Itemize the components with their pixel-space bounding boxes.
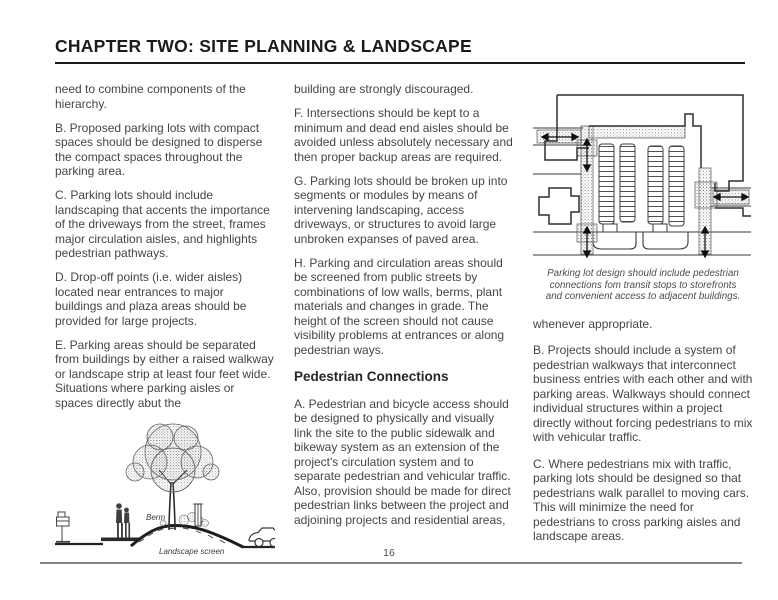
page-title: CHAPTER TWO: SITE PLANNING & LANDSCAPE: [55, 36, 472, 56]
landscape-screen-label: Landscape screen: [159, 546, 225, 556]
pedestrian-figures: [116, 503, 130, 537]
column-left: [55, 82, 274, 570]
paragraph: building are strongly discouraged.: [294, 82, 474, 96]
column-right: [533, 84, 753, 556]
paragraph: A. Pedestrian and bicycle access should be designed to physically and visually link the site to the public sidewalk and bikeway system as an extension of the project's circulation system and to separate pedestrian and vehicular traffic. Also, provision should be made for direct pedestrian links between the project and adjoining projects and residential areas,: [294, 396, 511, 527]
paragraph: need to combine components of the hierarchy.: [55, 82, 246, 111]
paragraph: C. Parking lots should include landscaping that accents the importance of the driveways from the street, frames major circulation aisles, and highlights pedestrian pathways.: [55, 188, 270, 260]
paragraph: F. Intersections should be kept to a minimum and dead end aisles should be avoided unless absolutely necessary and then proper backup areas are required.: [294, 106, 513, 164]
tree-canopy: [126, 424, 219, 492]
paragraph: D. Drop-off points (i.e. wider aisles) located near entrances to major buildings and plaza areas should be provided for large projects.: [55, 270, 247, 328]
paragraph: B. Projects should include a system of pedestrian walkways that interconnect business entries with each other and with parking areas. Walkways should connect individual structures within a project directly without forcing pedestrians to mix with vehicular traffic.: [533, 343, 753, 445]
building-outlines: [539, 95, 751, 224]
parking-plan-caption: Parking lot design should include pedestrian connections fom transit stops to storefronts and convenient access to adjacent buildings.: [545, 268, 741, 303]
berm-label: Berm: [146, 512, 166, 522]
car: [249, 528, 275, 547]
parking-plan-figure: [533, 84, 753, 303]
paragraph: E. Parking areas should be separated from buildings by either a raised walkway or landscape strip at least four feet wide. Situations where parking aisles or spaces directly abut the: [55, 337, 274, 410]
page-number: 16: [383, 547, 395, 559]
sign-kiosk: [56, 512, 70, 542]
title-rule: [55, 62, 745, 64]
parking-stall-rows: [599, 144, 684, 226]
paragraph: whenever appropriate.: [533, 316, 653, 331]
bottom-rule: [40, 562, 742, 564]
street-lines: [533, 232, 751, 255]
paragraph: G. Parking lots should be broken up into segments or modules by means of intervening landscaping, access driveways, or structures to avoid large unbroken expanses of paved area.: [294, 173, 508, 246]
paragraph: B. Proposed parking lots with compact spaces should be designed to disperse the compact spaces throughout the parking area.: [55, 120, 263, 178]
paragraph: H. Parking and circulation areas should be screened from public streets by combinations of low walls, berms, plant materials and changes in grade. The height of the screen should not cause visibility problems at entrances or along pedestrian ways.: [294, 255, 505, 357]
paragraph: C. Where pedestrians mix with traffic, parking lots should be designed so that pedestrians walk parallel to moving cars. This will minimize the need for pedestrians to cross parking aisles and landscape areas.: [533, 456, 750, 544]
parking-plan-drawing: [533, 84, 751, 262]
section-heading-pedestrian-connections: Pedestrian Connections: [294, 369, 449, 384]
column-middle: [294, 82, 513, 537]
